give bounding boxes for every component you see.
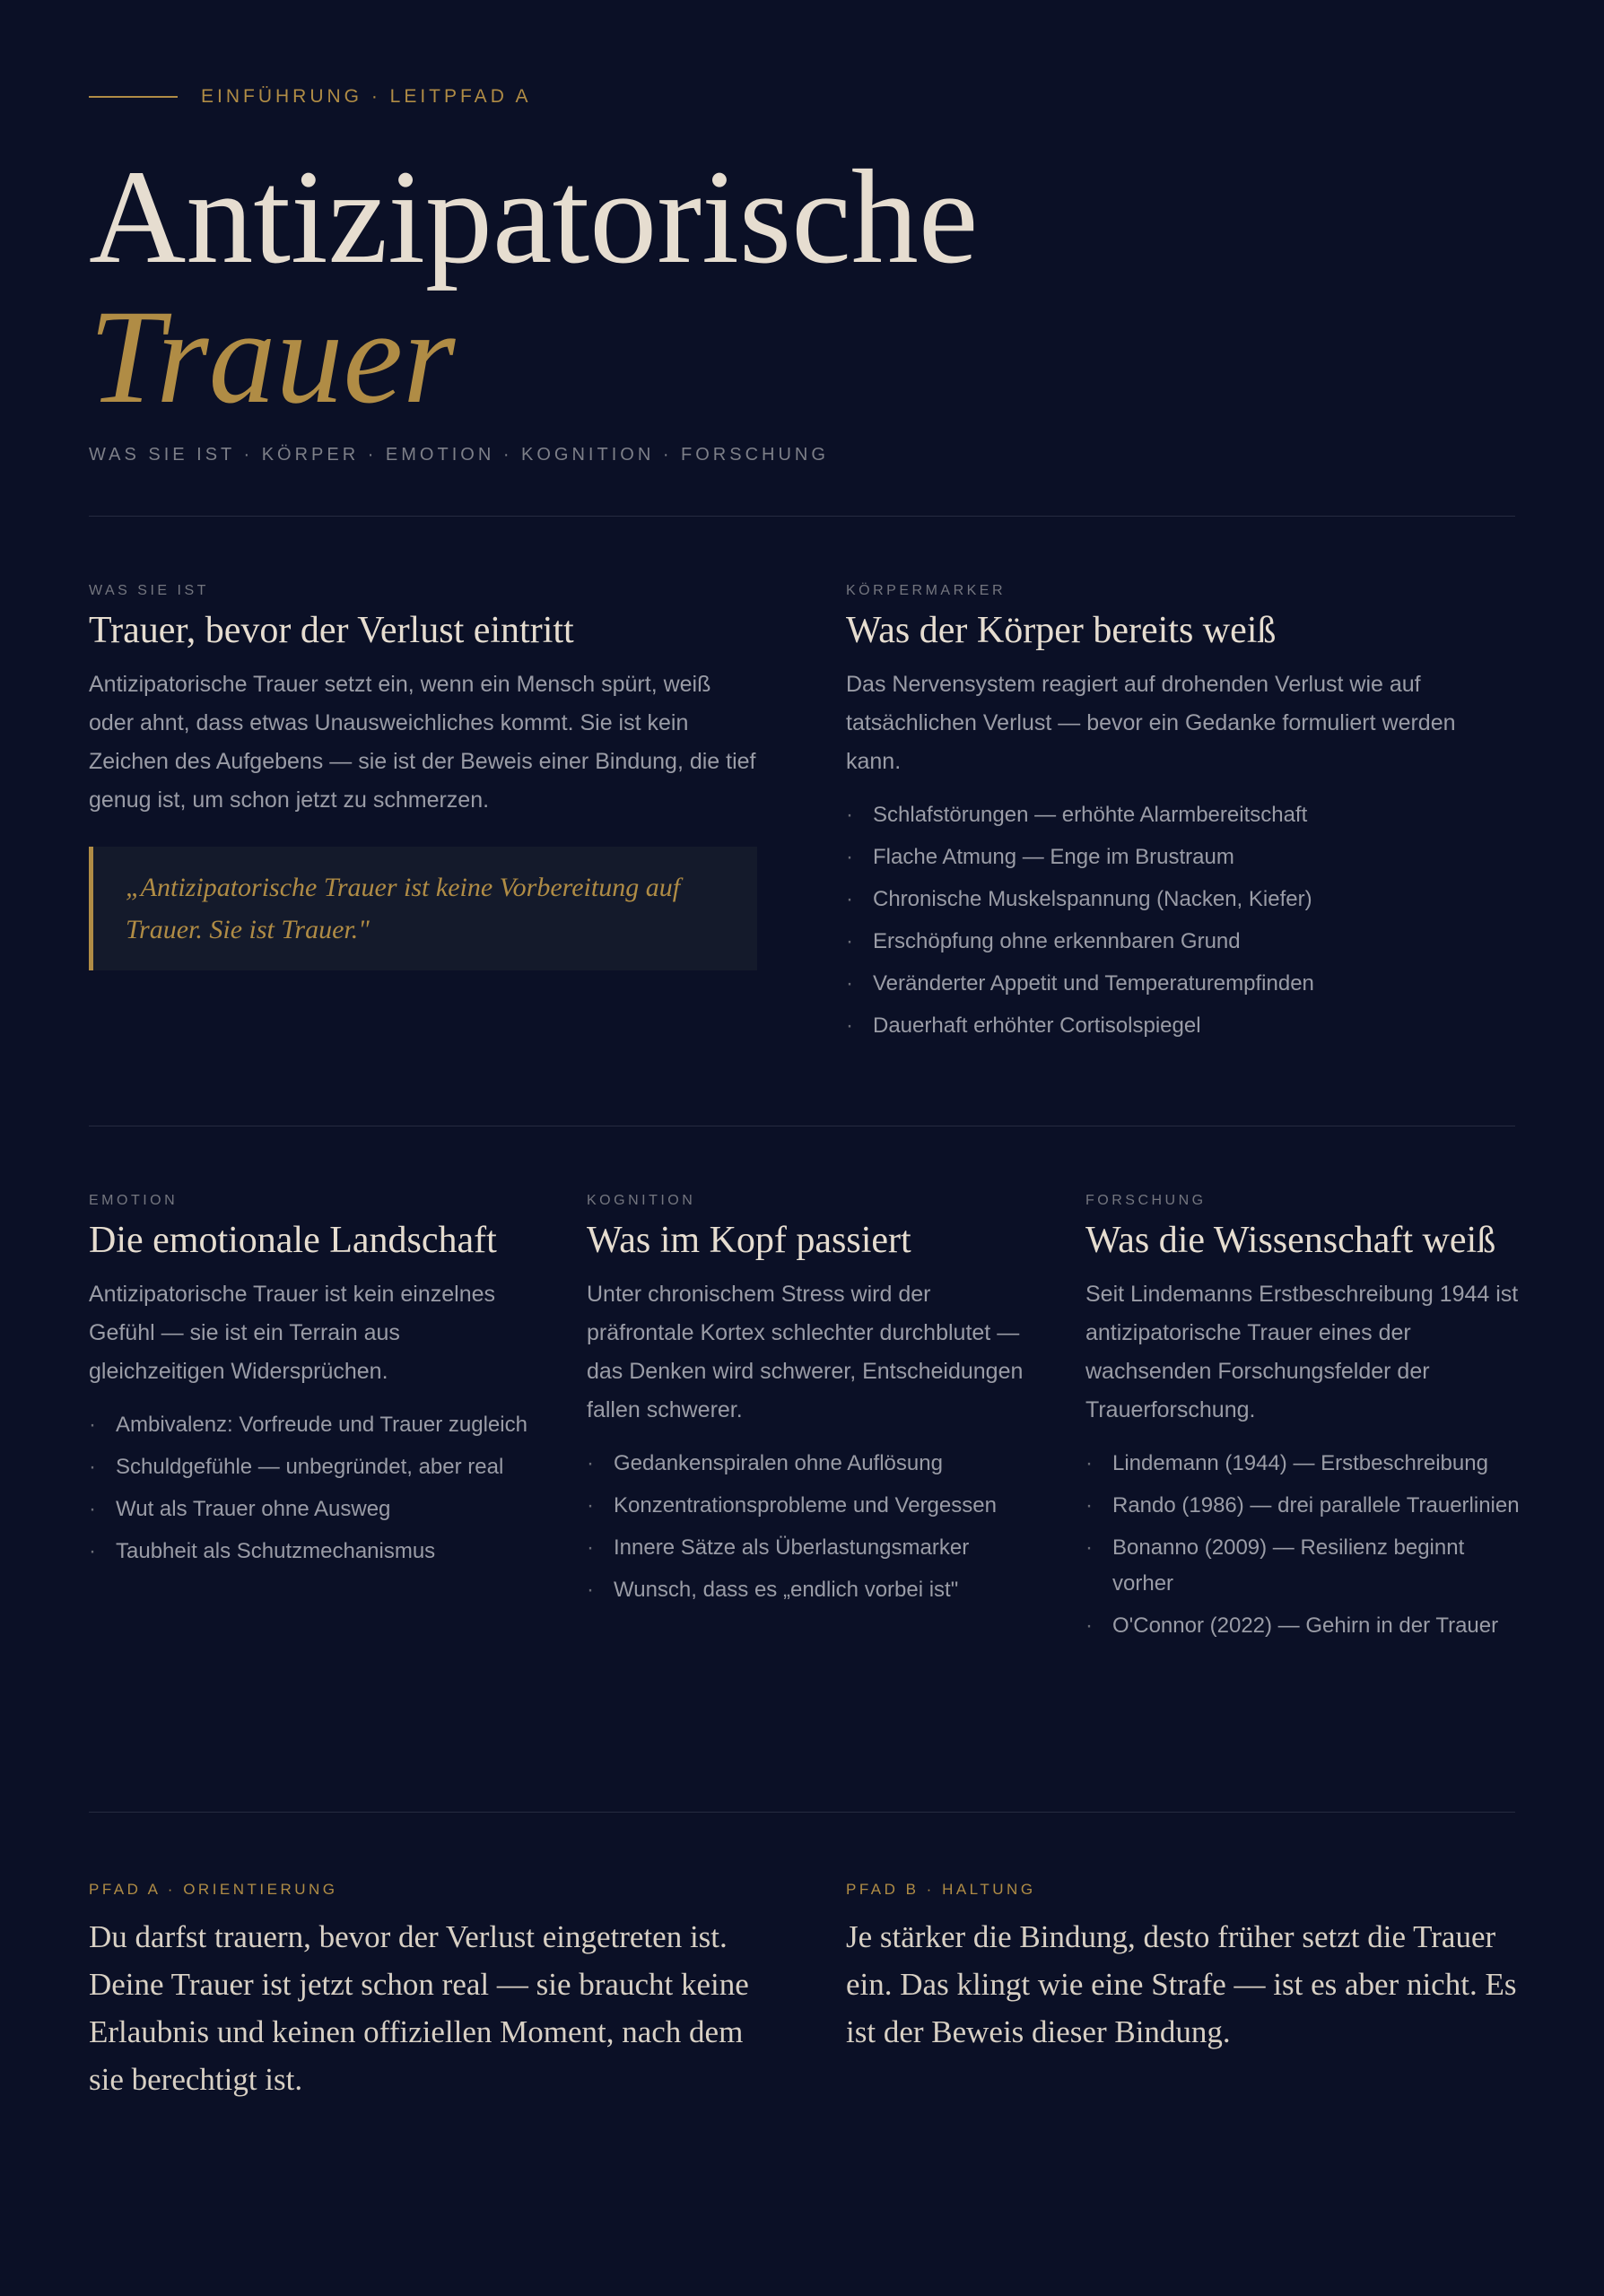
page-title-line1: Antizipatorische	[89, 143, 979, 291]
eyebrow	[89, 86, 532, 108]
list-item: · Veränderter Appetit und Temperaturempfinden	[846, 966, 1515, 1002]
list-item: · Schuldgefühle — unbegründet, aber real	[89, 1449, 528, 1485]
section-label: WAS SIE IST	[89, 583, 209, 598]
list-item: · Ambivalenz: Vorfreude und Trauer zugleich	[89, 1407, 528, 1443]
list-item: · Wut als Trauer ohne Ausweg	[89, 1492, 528, 1527]
pfad-a	[89, 1881, 771, 2103]
forschung-list	[1085, 1446, 1525, 1644]
section-body: Unter chronischem Stress wird der präfrontale Kortex schlechter durchblutet — das Denken wird schwerer, Entscheidungen fallen schwerer.	[587, 1282, 1024, 1422]
bullet-icon: ·	[89, 1539, 96, 1563]
section-label: KÖRPERMARKER	[846, 583, 1007, 598]
section-label: FORSCHUNG	[1085, 1193, 1207, 1208]
bullet-icon: ·	[587, 1493, 594, 1518]
list-item: · Erschöpfung ohne erkennbaren Grund	[846, 924, 1515, 960]
section-label: KOGNITION	[587, 1193, 696, 1208]
section-forschung	[1085, 1193, 1525, 1650]
bullet-icon: ·	[1085, 1493, 1093, 1518]
eyebrow-rule	[89, 96, 178, 98]
pfad-label: PFAD B · HALTUNG	[846, 1881, 1036, 1898]
bullet-icon: ·	[587, 1451, 594, 1475]
list-item: · O'Connor (2022) — Gehirn in der Trauer	[1085, 1608, 1525, 1644]
section-koerper	[846, 583, 1515, 1050]
list-item: · Dauerhaft erhöhter Cortisolspiegel	[846, 1008, 1515, 1044]
divider	[89, 1812, 1515, 1813]
section-label: EMOTION	[89, 1193, 179, 1208]
bullet-icon: ·	[846, 887, 853, 911]
page-title-line2: Trauer	[89, 283, 456, 431]
list-item: · Innere Sätze als Überlastungsmarker	[587, 1530, 1026, 1566]
section-emotion	[89, 1193, 528, 1576]
bullet-icon: ·	[587, 1578, 594, 1602]
bullet-icon: ·	[1085, 1613, 1093, 1638]
section-kognition	[587, 1193, 1026, 1614]
topic-nav: WAS SIE IST · KÖRPER · EMOTION · KOGNITION · FORSCHUNG	[89, 445, 829, 465]
eyebrow-label: EINFÜHRUNG · LEITPFAD A	[201, 86, 532, 107]
list-item: · Bonanno (2009) — Resilienz beginnt vorher	[1085, 1530, 1525, 1602]
section-heading: Trauer, bevor der Verlust eintritt	[89, 610, 574, 651]
section-body: Das Nervensystem reagiert auf drohenden Verlust wie auf tatsächlichen Verlust — bevor ein Gedanke formuliert werden kann.	[846, 672, 1456, 774]
list-item: · Gedankenspiralen ohne Auflösung	[587, 1446, 1026, 1482]
bullet-icon: ·	[89, 1413, 96, 1437]
list-item: · Rando (1986) — drei parallele Trauerlinien	[1085, 1488, 1525, 1524]
bullet-icon: ·	[846, 803, 853, 827]
pfad-text: Du darfst trauern, bevor der Verlust eingetreten ist. Deine Trauer ist jetzt schon real — sie braucht keine Erlaubnis und keinen offiziellen Moment, nach dem sie berechtigt ist.	[89, 1919, 749, 2097]
pfad-text: Je stärker die Bindung, desto früher setzt die Trauer ein. Das klingt wie eine Strafe — ist es aber nicht. Es ist der Beweis dieser Bindung.	[846, 1919, 1517, 2049]
bullet-icon: ·	[1085, 1451, 1093, 1475]
bullet-icon: ·	[587, 1535, 594, 1560]
bullet-icon: ·	[846, 929, 853, 953]
kognition-list	[587, 1446, 1026, 1608]
section-body: Seit Lindemanns Erstbeschreibung 1944 ist antizipatorische Trauer eines der wachsenden Forschungsfelder der Trauerforschung.	[1085, 1282, 1519, 1422]
bullet-icon: ·	[846, 845, 853, 869]
list-item: · Schlafstörungen — erhöhte Alarmbereitschaft	[846, 797, 1515, 833]
symptom-list	[846, 797, 1515, 1044]
quote-text: „Antizipatorische Trauer ist keine Vorbereitung auf Trauer. Sie ist Trauer."	[126, 873, 681, 944]
pfad-b	[846, 1881, 1528, 2056]
section-body: Antizipatorische Trauer ist kein einzelnes Gefühl — sie ist ein Terrain aus gleichzeitigen Widersprüchen.	[89, 1282, 496, 1384]
list-item: · Flache Atmung — Enge im Brustraum	[846, 839, 1515, 875]
list-item: · Chronische Muskelspannung (Nacken, Kiefer)	[846, 882, 1515, 918]
section-was-sie-ist	[89, 583, 757, 970]
bullet-icon: ·	[89, 1455, 96, 1479]
bullet-icon: ·	[846, 971, 853, 996]
list-item: · Taubheit als Schutzmechanismus	[89, 1534, 528, 1570]
bullet-icon: ·	[89, 1497, 96, 1521]
section-heading: Was der Körper bereits weiß	[846, 610, 1277, 651]
list-item: · Konzentrationsprobleme und Vergessen	[587, 1488, 1026, 1524]
list-item: · Wunsch, dass es „endlich vorbei ist"	[587, 1572, 1026, 1608]
bullet-icon: ·	[846, 1013, 853, 1038]
bullet-icon: ·	[1085, 1535, 1093, 1560]
section-body: Antizipatorische Trauer setzt ein, wenn ein Mensch spürt, weiß oder ahnt, dass etwas Unausweichliches kommt. Sie ist kein Zeichen des Aufgebens — sie ist der Beweis einer Bindung, die tief genug ist, um schon jetzt zu schmerzen.	[89, 672, 756, 813]
pull-quote	[89, 847, 757, 970]
emotion-list	[89, 1407, 528, 1570]
section-heading: Was die Wissenschaft weiß	[1085, 1220, 1496, 1261]
section-heading: Die emotionale Landschaft	[89, 1220, 497, 1261]
list-item: · Lindemann (1944) — Erstbeschreibung	[1085, 1446, 1525, 1482]
divider	[89, 516, 1515, 517]
pfad-label: PFAD A · ORIENTIERUNG	[89, 1881, 338, 1898]
section-heading: Was im Kopf passiert	[587, 1220, 911, 1261]
